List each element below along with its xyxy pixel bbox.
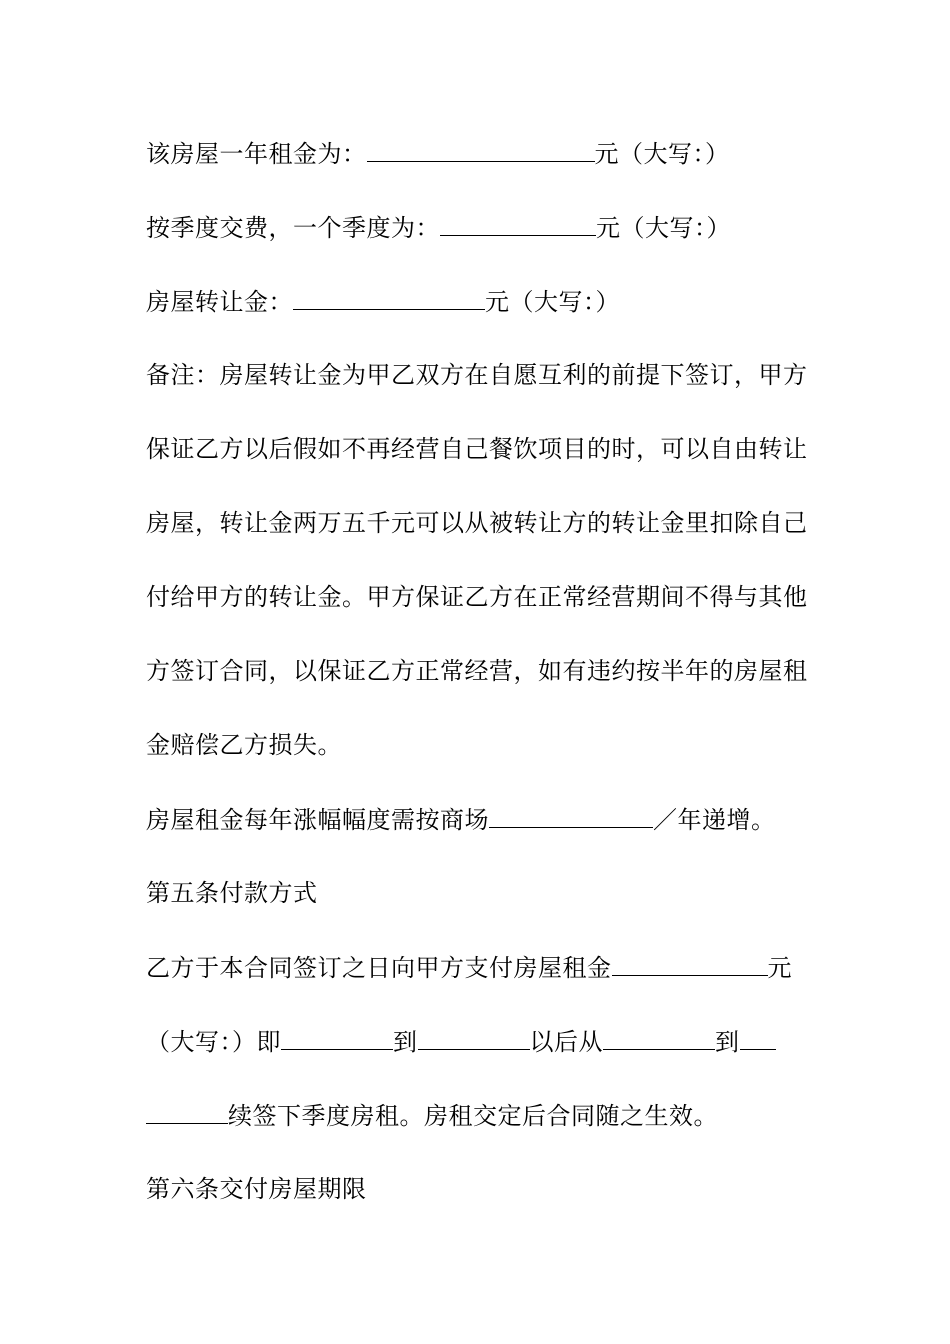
payment-line-3 — [146, 1099, 806, 1131]
note-line-6: 金赔偿乙方损失。 — [146, 731, 342, 759]
rent-annual-line — [146, 137, 806, 169]
note-line-4: 付给甲方的转让金。甲方保证乙方在正常经营期间不得与其他 — [146, 583, 808, 611]
payment-unit: 元 — [767, 954, 792, 982]
period-end-blank — [418, 1025, 530, 1050]
note-line-2: 保证乙方以后假如不再经营自己餐饮项目的时，可以自由转让 — [146, 435, 808, 463]
rent-quarterly-line — [146, 211, 806, 243]
next-end-blank-part1 — [740, 1025, 776, 1050]
renewal-text: 续签下季度房租。房租交定后合同随之生效。 — [228, 1102, 718, 1130]
transfer-fee-blank — [293, 285, 485, 310]
rent-quarterly-label: 按季度交费，一个季度为： — [146, 214, 440, 242]
payment-line-2 — [146, 1025, 806, 1057]
rent-increase-suffix: ／年递增。 — [653, 806, 776, 834]
rent-quarterly-blank — [440, 211, 596, 236]
rent-increase-blank — [489, 803, 653, 828]
thereafter-label: 以后从 — [529, 1028, 603, 1056]
rent-annual-blank — [367, 137, 595, 162]
period-to-label: 到 — [393, 1028, 418, 1056]
rent-increase-line — [146, 803, 806, 835]
payment-label: 乙方于本合同签订之日向甲方支付房屋租金 — [146, 954, 612, 982]
transfer-fee-label: 房屋转让金： — [146, 288, 293, 316]
article-5-heading: 第五条付款方式 — [146, 879, 318, 907]
note-line-1: 备注：房屋转让金为甲乙双方在自愿互利的前提下签订，甲方 — [146, 361, 808, 389]
next-start-blank — [603, 1025, 715, 1050]
next-to-label: 到 — [715, 1028, 740, 1056]
note-line-5: 方签订合同，以保证乙方正常经营，如有违约按半年的房屋租 — [146, 657, 808, 685]
period-start-blank — [281, 1025, 393, 1050]
rent-quarterly-suffix: 元（大写：） — [596, 214, 731, 242]
rent-annual-suffix: 元（大写：） — [594, 140, 730, 168]
rent-increase-label: 房屋租金每年涨幅幅度需按商场 — [146, 806, 489, 834]
rent-annual-label: 该房屋一年租金为： — [146, 140, 367, 168]
transfer-fee-line — [146, 285, 806, 317]
next-end-blank-part2 — [146, 1099, 228, 1124]
article-6-heading: 第六条交付房屋期限 — [146, 1175, 367, 1203]
transfer-fee-suffix: 元（大写：） — [485, 288, 620, 316]
payment-line-1 — [146, 951, 806, 983]
payment-amount-uppercase: （大写：）即 — [146, 1028, 281, 1056]
note-line-3: 房屋，转让金两万五千元可以从被转让方的转让金里扣除自己 — [146, 509, 808, 537]
payment-amount-blank — [612, 951, 768, 976]
